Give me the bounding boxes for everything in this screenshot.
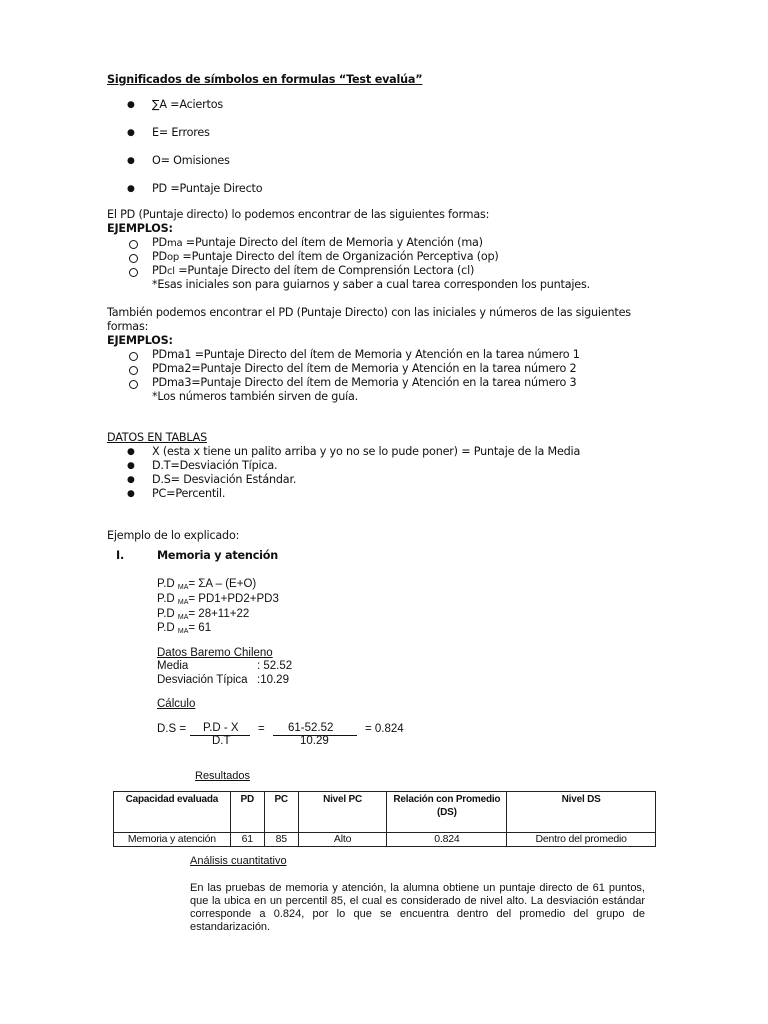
formula-line: P.D $_{MA}$= ΣA – (E+O) (157, 578, 257, 591)
table-header-cell: PD (230, 792, 264, 833)
baremo-label: Media (157, 660, 189, 672)
formula-line: P.D $_{MA}$= 28+11+22 (157, 608, 250, 621)
calc-denominator: D.T (212, 735, 231, 747)
calc-equals: = (258, 723, 265, 735)
bullet-icon: ● (127, 461, 135, 471)
also-intro-cont: formas: (107, 320, 149, 333)
pd-numbered-item: PDma3=Puntaje Directo del ítem de Memoria y Atención en la tarea número 3 (152, 376, 577, 389)
table-cell: Memoria y atención (114, 833, 231, 847)
bullet-icon: ● (127, 128, 135, 138)
symbol-item: E= Errores (152, 126, 210, 139)
table-symbol-item: D.T=Desviación Típica. (152, 459, 278, 472)
also-intro: También podemos encontrar el PD (Puntaje Directo) con las iniciales y números de las siguientes (107, 306, 631, 319)
examples-label: EJEMPLOS: (107, 222, 173, 235)
results-table (113, 791, 656, 847)
tables-heading: DATOS EN TABLAS (107, 431, 208, 444)
circle-bullet-icon (129, 380, 138, 389)
baremo-value: :10.29 (257, 674, 289, 686)
table-cell: 85 (264, 833, 298, 847)
symbol-item: ∑A =Aciertos (152, 98, 223, 111)
table-cell: Dentro del promedio (507, 833, 656, 847)
table-symbol-item: X (esta x tiene un palito arriba y yo no se lo pude poner) = Puntaje de la Media (152, 445, 581, 458)
bullet-icon: ● (127, 100, 135, 110)
table-cell: 0.824 (387, 833, 507, 847)
section-title: Memoria y atención (157, 549, 279, 562)
circle-bullet-icon (129, 254, 138, 263)
bullet-icon: ● (127, 489, 135, 499)
table-header-cell: Nivel PC (298, 792, 387, 833)
bullet-icon: ● (127, 447, 135, 457)
note: *Esas iniciales son para guiarnos y saber a cual tarea corresponden los puntajes. (152, 278, 590, 291)
analysis-paragraph: En las pruebas de memoria y atención, la alumna obtiene un puntaje directo de 61 puntos, que la ubica en un percentil 85, el cual es considerado de nivel alto. La desviación estándar corresponde a 0.824, por lo que se encuentra dentro del promedio del grupo de estandarización. (190, 882, 645, 933)
results-title: Resultados (195, 770, 251, 782)
calc-denominator: 10.29 (300, 735, 329, 747)
circle-bullet-icon (129, 268, 138, 277)
bullet-icon: ● (127, 156, 135, 166)
formula-line: P.D $_{MA}$= 61 (157, 622, 212, 635)
circle-bullet-icon (129, 352, 138, 361)
calculo-title: Cálculo (157, 698, 196, 710)
table-header-cell: Nivel DS (507, 792, 656, 833)
table-header-cell: Capacidad evaluada (114, 792, 231, 833)
symbols-heading: Significados de símbolos en formulas “Test evalúa” (107, 73, 423, 86)
pd-intro: El PD (Puntaje directo) lo podemos encontrar de las siguientes formas: (107, 208, 490, 221)
note: *Los números también sirven de guía. (152, 390, 359, 403)
baremo-label: Desviación Típica (157, 674, 248, 686)
calc-lhs: D.S = (157, 723, 187, 735)
analysis-title: Análisis cuantitativo (190, 855, 287, 867)
pd-form-item: PDop =Puntaje Directo del ítem de Organización Perceptiva (op) (152, 250, 499, 263)
example-heading: Ejemplo de lo explicado: (107, 529, 240, 542)
pd-form-item: PDma =Puntaje Directo del ítem de Memoria y Atención (ma) (152, 236, 483, 249)
calc-result: = 0.824 (365, 723, 404, 735)
table-cell: 61 (230, 833, 264, 847)
table-symbol-item: D.S= Desviación Estándar. (152, 473, 297, 486)
table-header-cell: PC (264, 792, 298, 833)
pd-numbered-item: PDma1 =Puntaje Directo del ítem de Memoria y Atención en la tarea número 1 (152, 348, 580, 361)
bullet-icon: ● (127, 184, 135, 194)
circle-bullet-icon (129, 366, 138, 375)
calc-numerator: 61-52.52 (288, 722, 334, 734)
baremo-title: Datos Baremo Chileno (157, 647, 273, 659)
baremo-value: : 52.52 (257, 660, 293, 672)
symbol-item: O= Omisiones (152, 154, 230, 167)
formula-line: P.D $_{MA}$= PD1+PD2+PD3 (157, 593, 279, 606)
calc-numerator: P.D - X (203, 722, 239, 734)
table-cell: Alto (298, 833, 387, 847)
section-number: I. (116, 549, 125, 562)
table-header-row (114, 792, 656, 833)
table-symbol-item: PC=Percentil. (152, 487, 226, 500)
symbol-item: PD =Puntaje Directo (152, 182, 263, 195)
circle-bullet-icon (129, 240, 138, 249)
examples-label: EJEMPLOS: (107, 334, 173, 347)
pd-form-item: PDcl =Puntaje Directo del ítem de Comprensión Lectora (cl) (152, 264, 475, 277)
table-row (114, 833, 656, 847)
pd-numbered-item: PDma2=Puntaje Directo del ítem de Memoria y Atención en la tarea número 2 (152, 362, 577, 375)
table-header-cell: Relación con Promedio (DS) (387, 792, 507, 833)
bullet-icon: ● (127, 475, 135, 485)
